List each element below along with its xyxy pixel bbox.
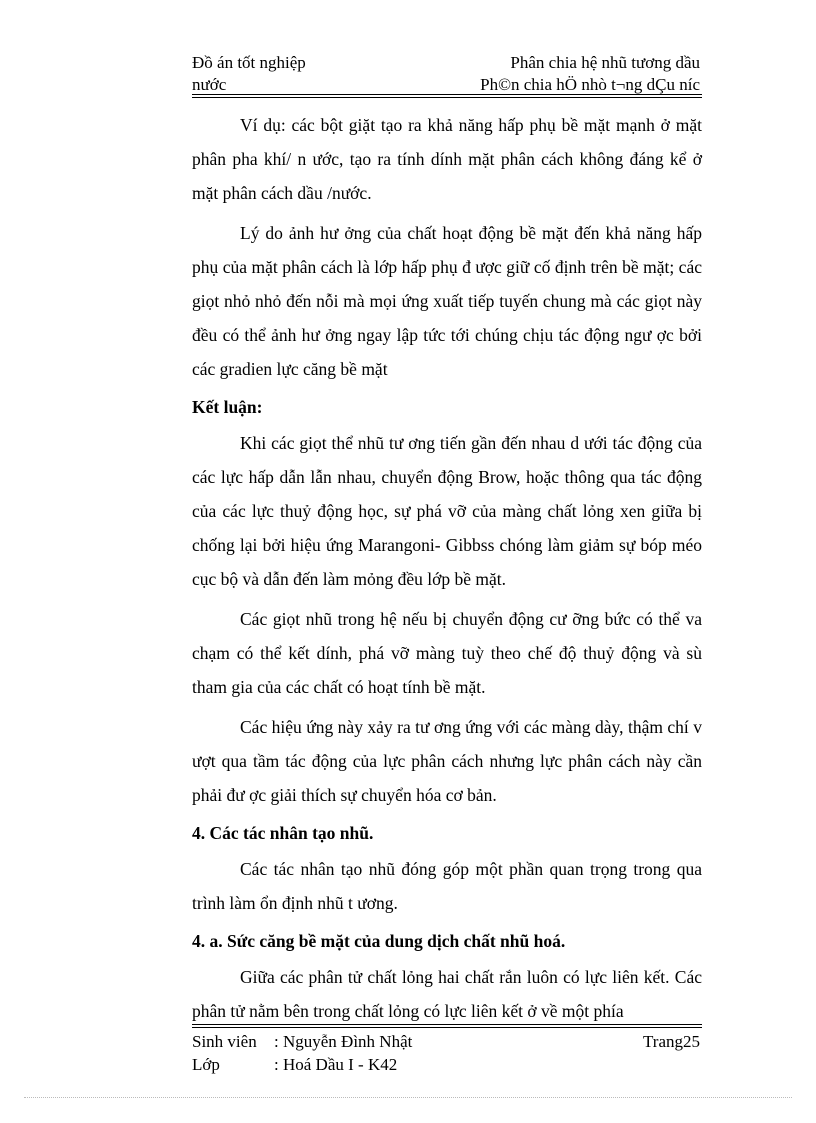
paragraph-effects: Các hiệu ứng này xảy ra tư ơng ứng với các màng dày, thậm chí v ượt qua tầm tác động của lực phân cách nhưng lực phân cách này cần phải đư ợc giải thích sự chuyển hóa cơ bản. (192, 717, 702, 805)
footer-rule (192, 1024, 702, 1028)
footer-page-number: Trang25 (643, 1032, 700, 1051)
paragraph-surface-tension: Giữa các phân tử chất lỏng hai chất rắn luôn có lực liên kết. Các phân tử nằm bên trong chất lỏng có lực liên kết ở về một phía (192, 967, 702, 1021)
footer-class-label: Lớp (192, 1055, 220, 1074)
heading-conclusion: Kết luận: (192, 397, 263, 417)
footer-student-label: Sinh viên (192, 1032, 257, 1051)
header-encoded-title: Ph©n chia hÖ nhò t¬ng dÇu níc (480, 75, 700, 94)
footer-student-name: : Nguyễn Đình Nhật (274, 1032, 413, 1051)
page-header (192, 52, 700, 96)
paragraph-emulsifiers: Các tác nhân tạo nhũ đóng góp một phần quan trọng trong qua trình làm ổn định nhũ t ương. (192, 859, 702, 913)
page-footer (192, 1030, 700, 1076)
paragraph-collision: Các giọt nhũ trong hệ nếu bị chuyển động cư ỡng bức có thể va chạm có thể kết dính, phá vỡ màng tuỳ theo chế độ thuỷ động và sù tham gia của các chất có hoạt tính bề mặt. (192, 609, 702, 697)
heading-section-4a: 4. a. Sức căng bề mặt của dung dịch chất nhũ hoá. (192, 931, 566, 951)
header-continuation: nước (192, 75, 227, 94)
paragraph-example: Ví dụ: các bột giặt tạo ra khả năng hấp phụ bề mặt mạnh ở mặt phân pha khí/ n ước, tạo ra tính dính mặt phân cách không đáng kể ở mặt phân cách dầu /nước. (192, 115, 702, 203)
page-body (192, 108, 702, 1034)
header-rule (192, 94, 702, 98)
page-bottom-edge (24, 1097, 792, 1098)
header-thesis-title: Đồ án tốt nghiệp (192, 53, 306, 72)
header-topic-title: Phân chia hệ nhũ tương dầu (510, 53, 700, 72)
footer-class-value: : Hoá Dầu I - K42 (274, 1055, 398, 1074)
heading-section-4: 4. Các tác nhân tạo nhũ. (192, 823, 374, 843)
paragraph-conclusion: Khi các giọt thể nhũ tư ơng tiến gần đến nhau d ưới tác động của các lực hấp dẫn lẫn nhau, chuyển động Brow, hoặc thông qua tác động của các lực thuỷ động học, sự phá vỡ của màng chất lỏng xen giữa bị chống lại bởi hiệu ứng Marangoni- Gibbss chóng làm giảm sự bóp méo cục bộ và dẫn đến làm mỏng đều lớp bề mặt. (192, 433, 702, 589)
paragraph-reason: Lý do ảnh hư ởng của chất hoạt động bề mặt đến khả năng hấp phụ của mặt phân cách là lớp hấp phụ đ ược giữ cố định trên bề mặt; các giọt nhỏ nhỏ đến nỗi mà mọi ứng xuất tiếp tuyến chung mà các giọt này đều có thể ảnh hư ởng ngay lập tức tới chúng chịu tác động ngư ợc bởi các gradien lực căng bề mặt (192, 223, 702, 379)
